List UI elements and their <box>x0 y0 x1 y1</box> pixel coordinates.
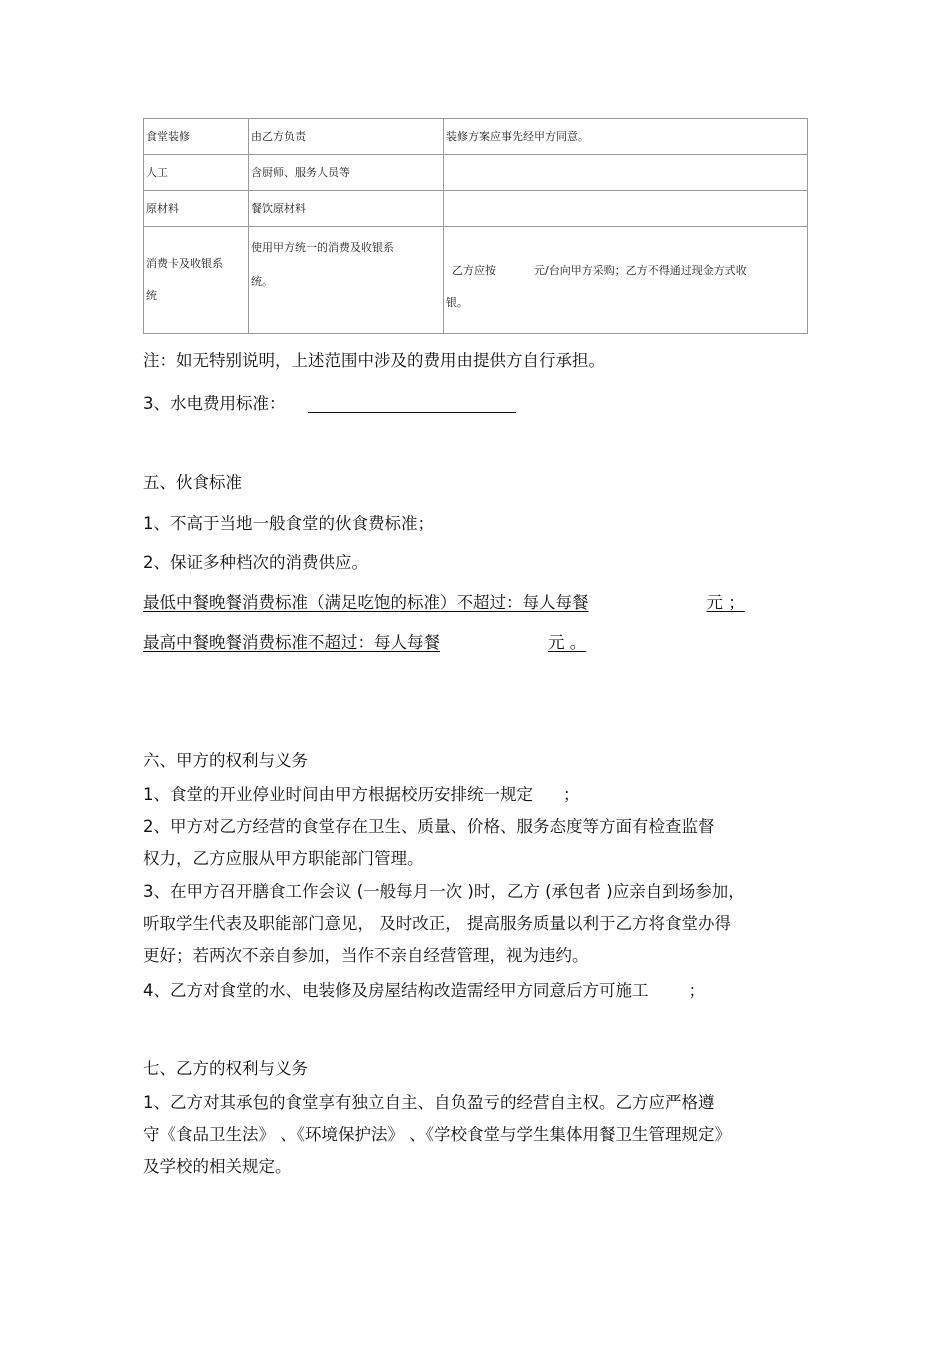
remark-text: 注：如无特别说明，上述范围中涉及的费用由提供方自行承担。 <box>143 351 605 370</box>
paragraph: 元 。 <box>548 633 587 652</box>
paragraph: 最高中餐晚餐消费标准不超过：每人每餐 <box>143 633 440 652</box>
paragraph <box>143 980 705 1002</box>
table-cell: 人工 <box>144 155 249 191</box>
section-title: 六、甲方的权利与义务 <box>143 751 308 770</box>
paragraph: 听取学生代表及职能部门意见， 及时改正， 提高服务质量以利于乙方将食堂办得 <box>143 914 731 933</box>
paragraph: 2、保证多种档次的消费供应。 <box>143 553 368 572</box>
paragraph: 1、不高于当地一般食堂的伙食费标准； <box>143 514 434 533</box>
table-cell: 含厨师、服务人员等 <box>249 155 444 191</box>
table-cell: 餐饮原材料 <box>249 191 444 227</box>
paragraph: 权力，乙方应服从甲方职能部门管理。 <box>143 849 424 868</box>
paragraph: 3、在甲方召开膳食工作会议 (一般每月一次 )时，乙方 (承包者 )应亲自到场参加， <box>143 882 745 901</box>
table-cell: 食堂装修 <box>144 119 249 155</box>
paragraph: 最低中餐晚餐消费标准（满足吃饱的标准）不超过：每人每餐 <box>143 593 589 612</box>
paragraph: 1、乙方对其承包的食堂享有独立自主、自负盈亏的经营自主权。乙方应严格遵 <box>143 1093 715 1112</box>
paragraph-text: ； <box>688 981 705 1000</box>
table-cell <box>144 227 249 334</box>
utility-label: 3、水电费用标准： <box>143 394 286 413</box>
paragraph-text: 1、食堂的开业停业时间由甲方根据校历安排统一规定 <box>143 785 533 804</box>
cell-text: 元/台向甲方采购；乙方不得通过现金方式收 <box>534 264 747 277</box>
paragraph-text: 4、乙方对食堂的水、电装修及房屋结构改造需经甲方同意后方可施工 <box>143 981 649 1000</box>
table-cell: 装修方案应事先经甲方同意。 <box>444 119 808 155</box>
table-row <box>144 119 808 155</box>
table-cell <box>444 155 808 191</box>
paragraph-text: ； <box>563 785 580 804</box>
table-cell: 原材料 <box>144 191 249 227</box>
table-cell <box>444 227 808 334</box>
table-cell <box>444 191 808 227</box>
table-row <box>144 155 808 191</box>
table-row <box>144 227 808 334</box>
paragraph: 元 ； <box>706 593 745 612</box>
cell-text: 乙方应按 <box>452 264 496 277</box>
table-cell <box>249 227 444 334</box>
max-standard-line <box>143 632 592 654</box>
cell-text: 使用甲方统一的消费及收银系 <box>251 241 394 254</box>
cell-text: 消费卡及收银系 <box>146 257 223 270</box>
cell-text: 统。 <box>251 275 273 288</box>
fill-in-blank <box>308 398 516 413</box>
scope-table <box>143 118 808 334</box>
paragraph <box>143 784 580 806</box>
paragraph: 2、甲方对乙方经营的食堂存在卫生、质量、价格、服务态度等方面有检查监督 <box>143 817 715 836</box>
cell-text: 银。 <box>446 296 468 309</box>
paragraph: 守《食品卫生法》 、《环境保护法》 、《学校食堂与学生集体用餐卫生管理规定》 <box>143 1125 731 1144</box>
table-row <box>144 191 808 227</box>
section-title: 七、乙方的权利与义务 <box>143 1059 308 1078</box>
paragraph: 及学校的相关规定。 <box>143 1157 292 1176</box>
section-title: 五、伙食标准 <box>143 473 242 492</box>
paragraph: 更好；若两次不亲自参加，当作不亲自经营管理，视为违约。 <box>143 946 589 965</box>
table-cell: 由乙方负责 <box>249 119 444 155</box>
min-standard-line <box>143 592 751 614</box>
cell-text: 统 <box>146 289 157 302</box>
